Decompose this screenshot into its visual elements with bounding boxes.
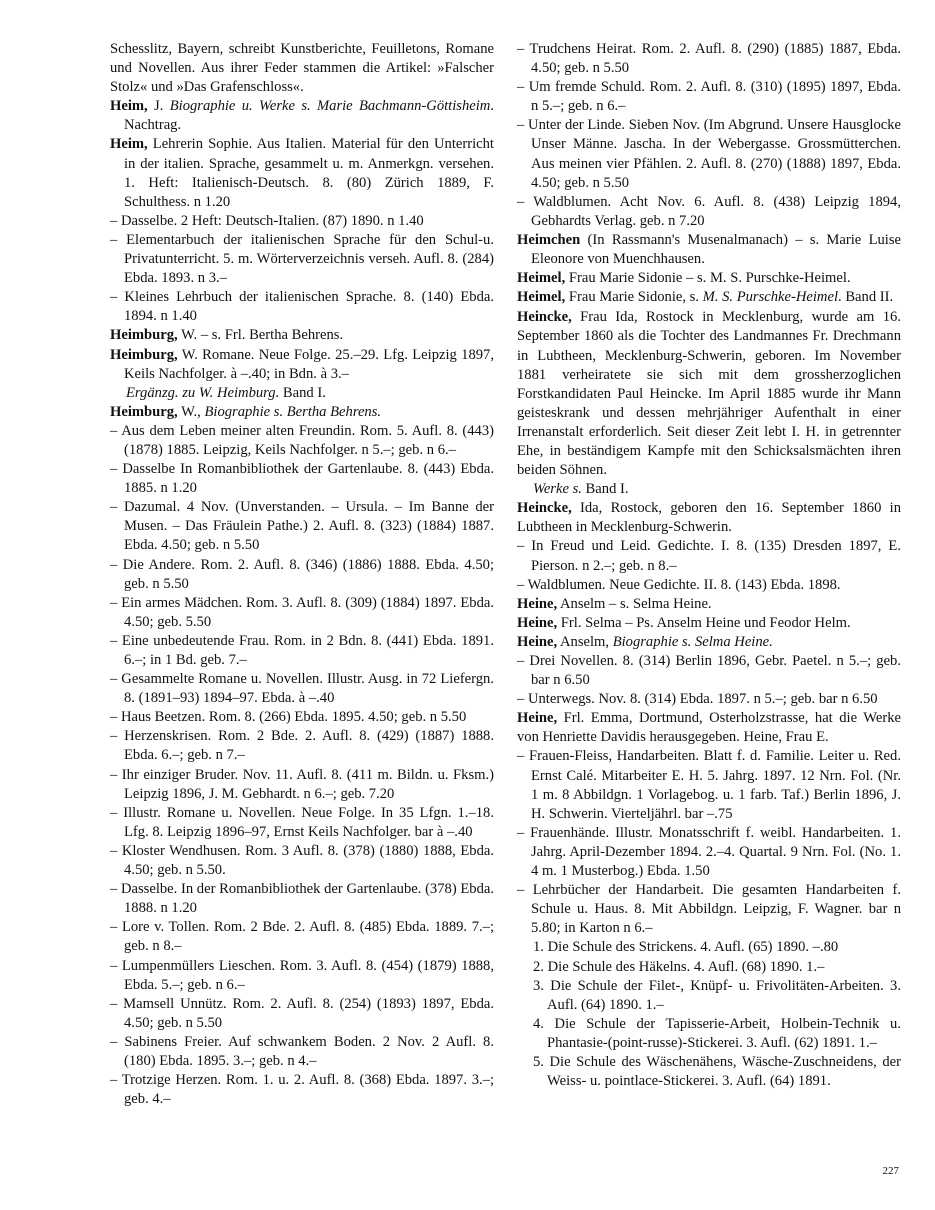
entry-headword: Heimel, — [517, 270, 566, 287]
work-item — [110, 212, 494, 231]
work-text: – Kloster Wendhusen. Rom. 3 Aufl. 8. (378) (1880) 1888, Ebda. 4.50; geb. n 5.50. — [110, 842, 494, 879]
work-item — [110, 880, 494, 918]
entry-text: Anselm, — [557, 633, 613, 650]
sub-item — [517, 977, 901, 1015]
entry-text: Ida, Rostock, geboren den 16. September 1860 in Lubtheen in Mecklenburg-Schwerin. — [517, 500, 901, 536]
entry-headword: Heine, — [517, 614, 558, 631]
work-item — [517, 747, 901, 823]
work-text: – Ein armes Mädchen. Rom. 3. Aufl. 8. (309) (1884) 1897. Ebda. 4.50; geb. 5.50 — [110, 594, 494, 630]
entry-headword: Heim, — [110, 136, 148, 153]
work-item — [517, 690, 901, 709]
entry-text: Band I. — [581, 481, 629, 498]
entry-heim-j — [110, 97, 494, 135]
work-item — [110, 727, 494, 765]
entry-headword: Heimburg, — [110, 346, 178, 363]
sub-item-text: 5. Die Schule des Wäschenähens, Wäsche-Zuschneidens, der Weiss- u. pointlace-Stickerei. 3. Aufl. (64) 1891. — [533, 1053, 901, 1090]
work-text: – Dasselbe. 2 Heft: Deutsch-Italien. (87) 1890. n 1.40 — [110, 212, 424, 229]
work-text: – Ihr einziger Bruder. Nov. 11. Aufl. 8. (411 m. Bildn. u. Fksm.) Leipzig 1896, J. M. Gebhardt. n 6.–; geb. 7.20 — [110, 766, 494, 802]
sub-item-text: 3. Die Schule der Filet-, Knüpf- u. Frivolitäten-Arbeiten. 3. Aufl. (64) 1890. 1.– — [533, 977, 901, 1013]
left-column — [110, 40, 494, 1109]
work-text: – Lehrbücher der Handarbeit. Die gesamten Handarbeiten f. Schule u. Haus. 8. Mit Abbildgn. Leipzig, F. Wagner. bar n 5.80; in Karton n 6.– — [517, 882, 901, 937]
entry-text: Frau Marie Sidonie – s. M. S. Purschke-Heimel. — [565, 270, 851, 287]
entry-headword: Heimburg, — [110, 327, 178, 344]
work-item — [110, 804, 494, 842]
work-item — [110, 1071, 494, 1109]
work-item — [517, 881, 901, 938]
work-item — [110, 556, 494, 594]
work-text: – Herzenskrisen. Rom. 2 Bde. 2. Aufl. 8. (429) (1887) 1888. Ebda. 6.–; geb. n 7.– — [110, 728, 494, 764]
entry-headword: Heim, — [110, 98, 148, 115]
entry-text: Frl. Emma, Dortmund, Osterholzstrasse, hat die Werke von Henriette Davidis herausgegeben. Heine, Frau E. — [517, 710, 901, 746]
work-item — [110, 957, 494, 995]
work-text: – Trotzige Herzen. Rom. 1. u. 2. Aufl. 8. (368) Ebda. 1897. 3.–; geb. 4.– — [110, 1072, 494, 1108]
work-text: – Drei Novellen. 8. (314) Berlin 1896, Gebr. Paetel. n 5.–; geb. bar n 6.50 — [517, 653, 901, 689]
entry-heine-emma — [517, 709, 901, 747]
work-text: – Um fremde Schuld. Rom. 2. Aufl. 8. (310) (1895) 1897, Ebda. n 5.–; geb. n 6.– — [517, 79, 901, 115]
entry-text: Schesslitz, Bayern, schreibt Kunstberichte, Feuilletons, Romane und Novellen. Aus ihrer Feder stammen die Artikel: »Falscher Stolz« und »Das Grafenschloss«. — [110, 41, 494, 96]
page-number: 227 — [882, 1165, 899, 1177]
work-text: – In Freud und Leid. Gedichte. I. 8. (135) Dresden 1897, E. Pierson. n 2.–; geb. n 8.– — [517, 538, 901, 574]
entry-text: Frau Ida, Rostock in Mecklenburg, wurde am 16. September 1860 als die Tochter des Landmannes Fr. Drechmann in Lubtheen, Mecklenburg-Schwerin, geboren. Im November 1881 verheiratete sie sich mit dem grossherzoglichen Forstkandidaten Paul Heincke. Im April 1885 wurde ihr Mann geisteskrank und dessen mehrjähriger Aufenthalt in einer Irrenanstalt erforderlich. Seit dieser Zeit lebt I. H. in getrennter Ehe, in beständigem Kampfe mit den Schicksalsmächten ihren beiden Söhnen. — [517, 309, 901, 479]
work-item — [110, 918, 494, 956]
entry-text: W., — [177, 403, 205, 420]
entry-works-ref — [517, 480, 901, 499]
work-text: – Lore v. Tollen. Rom. 2 Bde. 2. Aufl. 8. (485) Ebda. 1889. 7.–; geb. n 8.– — [110, 919, 494, 955]
entry-heimchen — [517, 231, 901, 269]
entry-text: Frl. Selma – Ps. Anselm Heine und Feodor Helm. — [557, 614, 851, 631]
work-item — [110, 1033, 494, 1071]
entry-heine-anselm-2 — [517, 633, 901, 652]
entry-headword: Heine, — [517, 595, 558, 612]
work-text: – Haus Beetzen. Rom. 8. (266) Ebda. 1895. 4.50; geb. n 5.50 — [110, 709, 467, 726]
sub-item — [517, 958, 901, 977]
entry-text: Lehrerin Sophie. Aus Italien. Material für den Unterricht in der italien. Sprache, gesammelt u. m. Anmerkgn. versehen. 1. Heft: Italienisch-Deutsch. 8. (80) Zürich 1889, F. Schulthess. n 1.20 — [124, 136, 494, 210]
entry-text: Anselm – s. Selma Heine. — [557, 595, 712, 612]
entry-heimburg-3 — [110, 403, 494, 422]
entry-reference: Biographie s. Bertha Behrens. — [204, 403, 382, 420]
entry-heimel-2 — [517, 288, 901, 307]
entry-headword: Heimburg, — [110, 403, 178, 420]
entry-heimburg-1 — [110, 326, 494, 345]
work-item — [110, 766, 494, 804]
entry-text: Frau Marie Sidonie, s. — [565, 289, 703, 306]
entry-continuation — [110, 40, 494, 97]
entry-text: (In Rassmann's Musenalmanach) – s. Marie Luise Eleonore von Muenchhausen. — [531, 231, 901, 268]
work-item — [110, 422, 494, 460]
work-text: – Unter der Linde. Sieben Nov. (Im Abgrund. Unsere Hausglocke Unser Männe. Jascha. In der Webergasse. Grossmütterchen. Aus meinen vier Pfählen. 2. Aufl. 8. (270) (1888) 1897, Ebda. 4.50; geb. n 5.50 — [517, 117, 901, 191]
work-item — [110, 708, 494, 727]
work-text: – Aus dem Leben meiner alten Freundin. Rom. 5. Aufl. 8. (443) (1878) 1885. Leipzig, Keils Nachfolger. n 5.–; geb. n 6.– — [110, 422, 494, 458]
entry-text: J. — [147, 98, 170, 115]
entry-text: . Nachtrag. — [124, 98, 494, 134]
entry-headword: Heincke, — [517, 500, 572, 517]
entry-reference: M. S. Purschke-Heimel — [702, 289, 839, 306]
work-text: – Illustr. Romane u. Novellen. Neue Folge. In 35 Lfgn. 1.–18. Lfg. 8. Leipzig 1896–97, Ernst Keils Nachfolger. bar à –.40 — [110, 804, 494, 840]
sub-item — [517, 1015, 901, 1053]
work-item — [517, 537, 901, 575]
work-item — [517, 40, 901, 78]
entry-reference: Biographie u. Werke s. Marie Bachmann-Göttisheim — [169, 98, 491, 115]
work-text: – Waldblumen. Acht Nov. 6. Aufl. 8. (438) Leipzig 1894, Gebhardts Verlag. geb. n 7.20 — [517, 193, 901, 229]
entry-reference: Werke s. — [533, 481, 582, 498]
work-item — [517, 116, 901, 192]
work-item — [110, 460, 494, 498]
work-item — [110, 288, 494, 326]
work-text: – Gesammelte Romane u. Novellen. Illustr. Ausg. in 72 Liefergn. 8. (1891–93) 1894–97. Ebda. à –.40 — [110, 671, 494, 707]
entry-text: W. – s. Frl. Bertha Behrens. — [177, 327, 344, 344]
entry-heimel-1 — [517, 269, 901, 288]
sub-item-text: 1. Die Schule des Strickens. 4. Aufl. (65) 1890. –.80 — [533, 939, 839, 956]
work-text: – Eine unbedeutende Frau. Rom. in 2 Bdn. 8. (441) Ebda. 1891. 6.–; in 1 Bd. geb. 7.– — [110, 632, 494, 668]
work-text: – Sabinens Freier. Auf schwankem Boden. 2 Nov. 2 Aufl. 8. (180) Ebda. 1895. 3.–; geb. n 4.– — [110, 1033, 494, 1069]
work-text: – Dasselbe In Romanbibliothek der Gartenlaube. 8. (443) Ebda. 1885. n 1.20 — [110, 461, 494, 497]
entry-reference: Ergänzg. zu W. Heimburg. — [126, 384, 280, 401]
sub-item-text: 2. Die Schule des Häkelns. 4. Aufl. (68) 1890. 1.– — [533, 958, 825, 975]
work-item — [110, 231, 494, 288]
entry-headword: Heine, — [517, 633, 558, 650]
work-item — [517, 78, 901, 116]
work-item — [110, 632, 494, 670]
work-item — [110, 498, 494, 555]
work-item — [110, 995, 494, 1033]
work-item — [110, 842, 494, 880]
entry-heine-selma — [517, 614, 901, 633]
entry-heincke-1 — [517, 308, 901, 480]
work-text: – Kleines Lehrbuch der italienischen Sprache. 8. (140) Ebda. 1894. n 1.40 — [110, 289, 494, 325]
entry-heimburg-2 — [110, 346, 494, 384]
sub-item-text: 4. Die Schule der Tapisserie-Arbeit, Holbein-Technik u. Phantasie-(point-russe)-Stickerei. 3. Aufl. (62) 1891. 1.– — [533, 1015, 901, 1051]
work-text: – Trudchens Heirat. Rom. 2. Aufl. 8. (290) (1885) 1887, Ebda. 4.50; geb. n 5.50 — [517, 41, 901, 77]
work-item — [517, 652, 901, 690]
entry-supplement — [110, 384, 494, 403]
work-text: – Lumpenmüllers Lieschen. Rom. 3. Aufl. 8. (454) (1879) 1888, Ebda. 5.–; geb. n 6.– — [110, 957, 494, 993]
entry-text: W. Romane. Neue Folge. 25.–29. Lfg. Leipzig 1897, Keils Nachfolger. à –.40; in Bdn. à 3.– — [124, 346, 494, 382]
entry-headword: Heimchen — [517, 231, 581, 248]
work-item — [110, 594, 494, 632]
work-text: – Waldblumen. Neue Gedichte. II. 8. (143) Ebda. 1898. — [517, 576, 841, 593]
work-text: – Elementarbuch der italienischen Sprache für den Schul-u. Privatunterricht. 5. m. Wörterverzeichnis verseh. Aufl. 8. (284) Ebda. 1893. n 3.– — [110, 231, 494, 287]
work-item — [517, 824, 901, 881]
work-item — [517, 193, 901, 231]
work-item — [517, 576, 901, 595]
work-item — [110, 670, 494, 708]
right-column — [517, 40, 901, 1091]
entry-reference: Biographie s. Selma Heine. — [612, 633, 773, 650]
entry-text: . Band II. — [838, 289, 894, 306]
work-text: – Unterwegs. Nov. 8. (314) Ebda. 1897. n 5.–; geb. bar n 6.50 — [517, 691, 878, 708]
work-text: – Dasselbe. In der Romanbibliothek der Gartenlaube. (378) Ebda. 1888. n 1.20 — [110, 881, 494, 917]
work-text: – Frauen-Fleiss, Handarbeiten. Blatt f. d. Familie. Leiter u. Red. Ernst Calé. Mitarbeiter E. H. 5. Jahrg. 1897. 12 Nrn. Fol. (Nr. 1 m. 8 Abbildgn. 1 Vorlagebog. u. 1 farb. Taf.) Berlin 1896, J. H. Schwerin. Vierteljährl. bar –.75 — [517, 748, 901, 822]
entry-heincke-2 — [517, 499, 901, 537]
entry-heine-anselm-1 — [517, 595, 901, 614]
work-text: – Mamsell Unnütz. Rom. 2. Aufl. 8. (254) (1893) 1897, Ebda. 4.50; geb. n 5.50 — [110, 995, 494, 1031]
entry-headword: Heincke, — [517, 309, 572, 326]
entry-headword: Heine, — [517, 710, 558, 727]
sub-item — [517, 1053, 901, 1091]
work-text: – Die Andere. Rom. 2. Aufl. 8. (346) (1886) 1888. Ebda. 4.50; geb. n 5.50 — [110, 556, 494, 592]
entry-headword: Heimel, — [517, 289, 566, 306]
entry-heim-sophie — [110, 135, 494, 211]
work-text: – Frauenhände. Illustr. Monatsschrift f. weibl. Handarbeiten. 1. Jahrg. April-Dezember 1894. 2.–4. Quartal. 9 Nrn. Fol. (No. 1. 4 m. 1 Musterbog.) Ebda. 1.50 — [517, 824, 901, 880]
work-text: – Dazumal. 4 Nov. (Unverstanden. – Ursula. – Im Banne der Musen. – Das Fräulein Pathe.) 2. Aufl. 8. (323) (1884) 1887. Ebda. 4.50; geb. n 5.50 — [110, 499, 494, 554]
sub-item — [517, 938, 901, 957]
entry-text: Band I. — [279, 384, 326, 401]
